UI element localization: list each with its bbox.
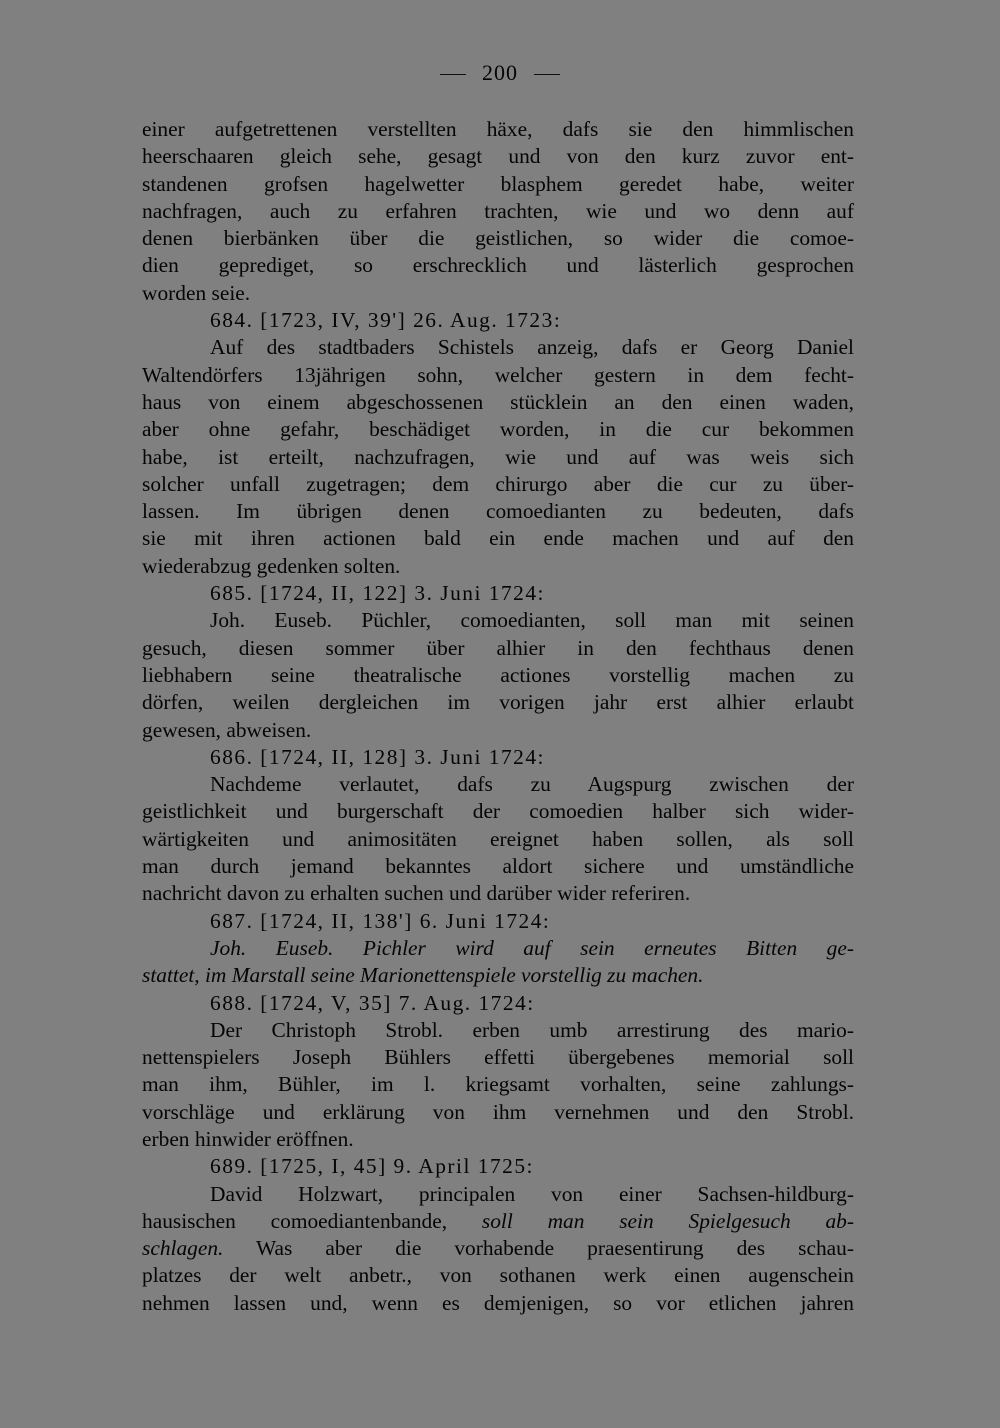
- text-line: standenen grofsen hagelwetter blasphem geredet habe, weiter: [142, 171, 854, 196]
- text-line: heerschaaren gleich sehe, gesagt und von den kurz zuvor ent-: [142, 144, 854, 169]
- text-line: nettenspielers Joseph Bühlers effetti übergebenes memorial soll: [142, 1045, 854, 1070]
- text-line: Der Christoph Strobl. erben umb arrestirung des mario-: [210, 1017, 854, 1042]
- text-line: sie mit ihren actionen bald ein ende machen und auf den: [142, 526, 854, 551]
- text-line: lassen. Im übrigen denen comoedianten zu bedeuten, dafs: [142, 499, 854, 524]
- text-line: man ihm, Bühler, im l. kriegsamt vorhalten, seine zahlungs-: [142, 1072, 854, 1097]
- entry-heading: 689. [1725, I, 45] 9. April 1725:: [210, 1154, 534, 1179]
- text-line: gewesen, abweisen.: [142, 717, 312, 742]
- entry-heading: 685. [1724, II, 122] 3. Juni 1724:: [210, 581, 546, 606]
- text-line: dien geprediget, so erschrecklich und lästerlich gesprochen: [142, 253, 854, 278]
- text-line: habe, ist erteilt, nachzufragen, wie und auf was weis sich: [142, 444, 854, 469]
- entry-heading: 684. [1723, IV, 39'] 26. Aug. 1723:: [210, 308, 562, 333]
- text-line: haus von einem abgeschossenen stücklein an den einen waden,: [142, 389, 854, 414]
- dash-left: [440, 74, 466, 75]
- text-line: Joh. Euseb. Püchler, comoedianten, soll man mit seinen: [210, 608, 854, 633]
- text-line: man durch jemand bekanntes aldort sichere und umständliche: [142, 854, 854, 879]
- text-line: aber ohne gefahr, beschädiget worden, in die cur bekommen: [142, 417, 854, 442]
- page-number: 200: [0, 60, 1000, 86]
- text-line: David Holzwart, principalen von einer Sachsen-hildburg-: [210, 1181, 854, 1206]
- text-line: nehmen lassen und, wenn es demjenigen, so vor etlichen jahren: [142, 1290, 854, 1315]
- text-line: Auf des stadtbaders Schistels anzeig, dafs er Georg Daniel: [210, 335, 854, 360]
- text-line: liebhabern seine theatralische actiones vorstellig machen zu: [142, 662, 854, 687]
- text-line: worden seie.: [142, 280, 251, 305]
- text-line: Nachdeme verlautet, dafs zu Augspurg zwischen der: [210, 772, 854, 797]
- text-line: wiederabzug gedenken solten.: [142, 553, 401, 578]
- text-line: erben hinwider eröffnen.: [142, 1126, 354, 1151]
- text-line: wärtigkeiten und animositäten ereignet haben sollen, als soll: [142, 826, 854, 851]
- text-line: Waltendörfers 13jährigen sohn, welcher gestern in dem fecht-: [142, 362, 854, 387]
- text-line: einer aufgetrettenen verstellten häxe, dafs sie den himmlischen: [142, 117, 854, 141]
- text-line: platzes der welt anbetr., von sothanen werk einen augenschein: [142, 1263, 854, 1288]
- text-line: solcher unfall zugetragen; dem chirurgo aber die cur zu über-: [142, 471, 854, 496]
- text-line: nachfragen, auch zu erfahren trachten, wie und wo denn auf: [142, 198, 854, 223]
- text-line: denen bierbänken über die geistlichen, so wider die comoe-: [142, 226, 854, 251]
- dash-right: [534, 74, 560, 75]
- entry-heading: 686. [1724, II, 128] 3. Juni 1724:: [210, 744, 546, 769]
- text-line: vorschläge und erklärung von ihm vernehmen und den Strobl.: [142, 1099, 854, 1124]
- text-line: Joh. Euseb. Pichler wird auf sein erneutes Bitten ge-: [210, 935, 854, 960]
- entry-heading: 687. [1724, II, 138'] 6. Juni 1724:: [210, 908, 551, 933]
- text-line: hausischen comoediantenbande, soll man sein Spielgesuch ab-: [142, 1208, 854, 1233]
- text-line: geistlichkeit und burgerschaft der comoedien halber sich wider-: [142, 799, 854, 824]
- document-body: [142, 116, 854, 1317]
- text-line: gesuch, diesen sommer über alhier in den fechthaus denen: [142, 635, 854, 660]
- text-line: dörfen, weilen dergleichen im vorigen jahr erst alhier erlaubt: [142, 690, 854, 715]
- entry-heading: 688. [1724, V, 35] 7. Aug. 1724:: [210, 990, 535, 1015]
- text-line: schlagen. Was aber die vorhabende praesentirung des schau-: [142, 1236, 854, 1261]
- text-line: nachricht davon zu erhalten suchen und darüber wider referiren.: [142, 881, 691, 906]
- text-line: stattet, im Marstall seine Marionettenspiele vorstellig zu machen.: [142, 963, 704, 988]
